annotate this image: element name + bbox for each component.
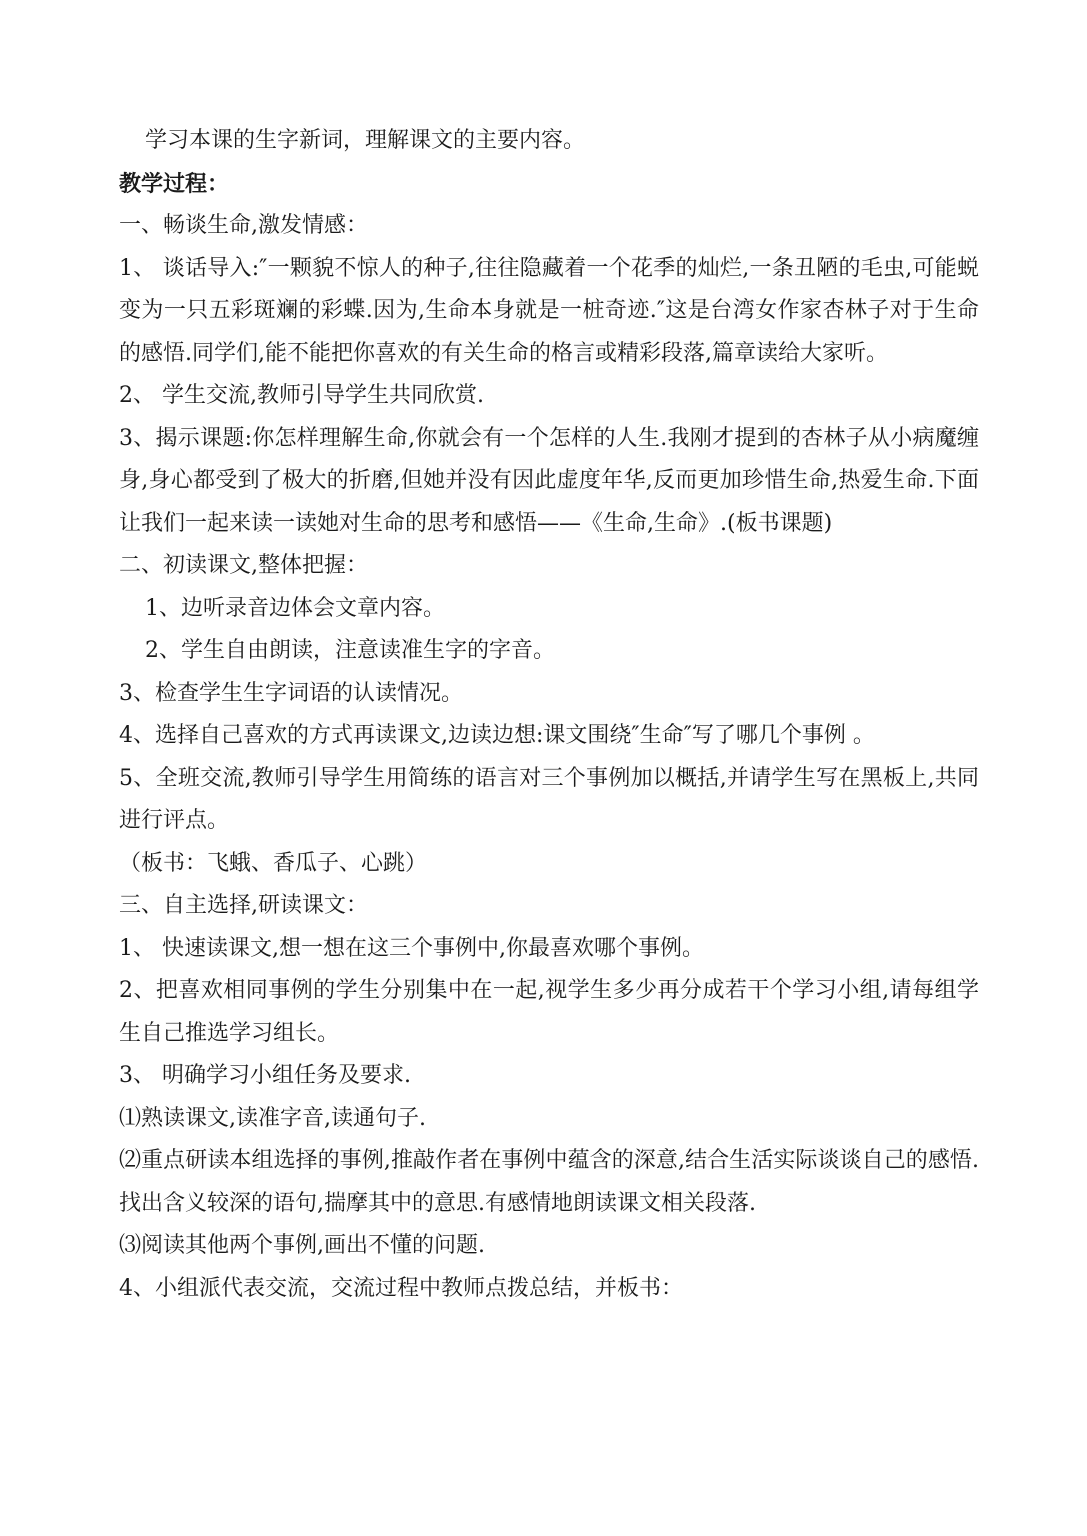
blackboard-note: （板书：飞蛾、香瓜子、心跳） [119, 850, 428, 876]
list-item: 1、 谈话导入:″一颗貌不惊人的种子,往往隐藏着一个花季的灿烂,一条丑陋的毛虫,可能蜕变为一只五彩斑斓的彩蝶.因为,生命本身就是一桩奇迹.″这是台湾女作家杏林子对于生命的感悟.同学们,能不能把你喜欢的有关生命的格言或精彩段落,篇章读给大家听。 [119, 255, 979, 366]
list-item: 4、选择自己喜欢的方式再读课文,边读边想:课文围绕″生命″写了哪几个事例 。 [119, 723, 875, 748]
list-item: 4、小组派代表交流，交流过程中教师点拨总结，并板书： [119, 1275, 683, 1301]
section-heading-2: 二、初读课文,整体把握： [119, 553, 368, 578]
sub-list-item: ⑴熟读课文,读准字音,读通句子. [119, 1105, 426, 1131]
list-item: 3、 明确学习小组任务及要求. [119, 1063, 411, 1088]
objective-paragraph: 学习本课的生字新词，理解课文的主要内容。 [145, 128, 586, 153]
list-item: 1、 快速读课文,想一想在这三个事例中,你最喜欢哪个事例。 [119, 935, 704, 961]
section-heading-1: 一、畅谈生命,激发情感： [119, 213, 368, 238]
list-item: 2、 学生交流,教师引导学生共同欣赏. [119, 383, 484, 408]
sub-list-item: ⑶阅读其他两个事例,画出不懂的问题. [119, 1233, 485, 1258]
list-item: 3、揭示课题:你怎样理解生命,你就会有一个怎样的人生.我刚才提到的杏林子从小病魔缠身,身心都受到了极大的折磨,但她并没有因此虚度年华,反而更加珍惜生命,热爱生命.下面让我们一起来读一读她对生命的思考和感悟——《生命,生命》.(板书课题) [119, 425, 979, 536]
list-item: 3、检查学生生字词语的认读情况。 [119, 680, 463, 706]
section-heading-teaching-process: 教学过程： [119, 170, 230, 197]
list-item: 1、边听录音边体会文章内容。 [145, 595, 445, 621]
document-body [119, 120, 979, 1310]
list-item: 5、全班交流,教师引导学生用简练的语言对三个事例加以概括,并请学生写在黑板上,共同进行评点。 [119, 765, 979, 833]
list-item: 2、学生自由朗读，注意读准生字的字音。 [145, 638, 555, 663]
section-heading-3: 三、自主选择,研读课文： [119, 893, 368, 918]
list-item: 2、把喜欢相同事例的学生分别集中在一起,视学生多少再分成若干个学习小组,请每组学生自己推选学习组长。 [119, 978, 979, 1046]
sub-list-item: ⑵重点研读本组选择的事例,推敲作者在事例中蕴含的深意,结合生活实际谈谈自己的感悟.找出含义较深的语句,揣摩其中的意思.有感情地朗读课文相关段落. [119, 1148, 979, 1216]
